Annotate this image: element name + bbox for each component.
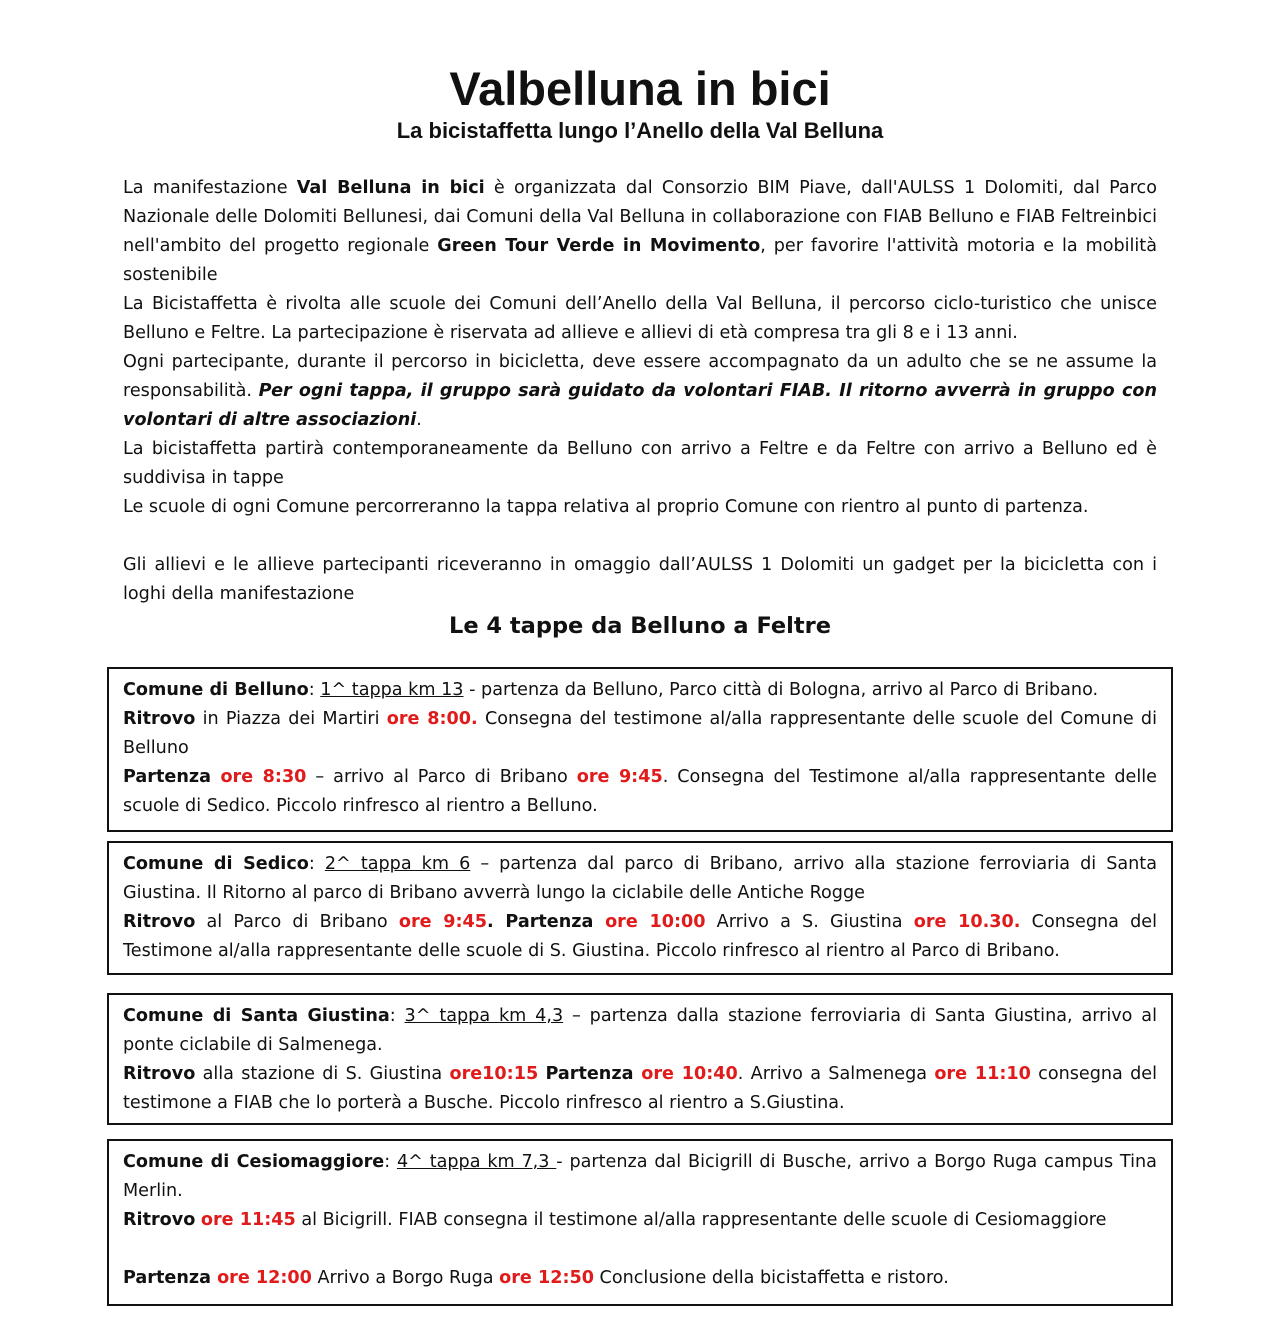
text: al Parco di Bribano xyxy=(195,912,399,932)
text: : xyxy=(308,680,321,700)
text: Arrivo a Borgo Ruga xyxy=(311,1268,500,1288)
ritrovo-time: ore10:15 xyxy=(449,1064,539,1084)
arrivo-time: ore 11:10 xyxy=(934,1064,1031,1084)
intro-paragraph-6: Gli allievi e le allieve partecipanti riceveranno in omaggio dall’AULSS 1 Dolomiti un gadget per la bicicletta con i loghi della manifestazione xyxy=(123,555,1157,604)
partenza-label: Partenza xyxy=(123,1268,211,1288)
text: - partenza dal Bicigrill di Busche, arrivo a Borgo Ruga campus Tina Merlin. xyxy=(123,1152,1157,1201)
text: Consegna del testimone al/alla rappresentante delle scuole del Comune di Belluno xyxy=(123,709,1157,758)
stage-departure xyxy=(123,1264,1157,1293)
stage-departure xyxy=(123,763,1157,821)
comune-name: Comune di Belluno xyxy=(123,680,309,700)
stage-description xyxy=(123,676,1157,705)
ritrovo-label: Ritrovo xyxy=(123,709,196,729)
comune-name: Comune di Cesiomaggiore xyxy=(123,1152,385,1172)
text: al Bicigrill. FIAB consegna il testimone al/alla rappresentante delle scuole di Cesiomaggiore xyxy=(295,1210,1107,1230)
arrivo-time: ore 9:45 xyxy=(576,767,663,787)
ritrovo-label: Ritrovo xyxy=(123,1210,196,1230)
ritrovo-label: Ritrovo xyxy=(123,1064,196,1084)
guided-note: Per ogni tappa, il gruppo sarà guidato da volontari FIAB. Il ritorno avverrà in gruppo con volontari di altre associazioni xyxy=(123,381,1157,430)
stage-schedule xyxy=(123,705,1157,763)
text: Ogni partecipante, durante il percorso in bicicletta, deve essere accompagnato da un adulto che se ne assume la responsabilità. xyxy=(123,352,1157,401)
partenza-time: ore 8:30 xyxy=(210,767,307,787)
text: – arrivo al Parco di Bribano xyxy=(306,767,577,787)
stage-box-santa-giustina xyxy=(107,993,1173,1125)
tappa-label: 1^ tappa km 13 xyxy=(320,680,464,700)
stage-box-sedico xyxy=(107,841,1173,975)
document-title: Valbelluna in bici xyxy=(449,62,831,115)
text: : xyxy=(308,854,325,874)
text: – partenza dal parco di Bribano, arrivo alla stazione ferroviaria di Santa Giustina. Il Ritorno al parco di Bribano avverrà lungo la ciclabile delle Antiche Rogge xyxy=(123,854,1157,903)
text: Arrivo a S. Giustina xyxy=(705,912,914,932)
ritrovo-time: ore 9:45 xyxy=(398,912,488,932)
partenza-time: ore 10:00 xyxy=(593,912,706,932)
event-name: Val Belluna in bici xyxy=(296,178,485,198)
partenza-label: Partenza xyxy=(505,912,594,932)
text: consegna del testimone a FIAB che lo porterà a Busche. Piccolo rinfresco al rientro a S.Giustina. xyxy=(123,1064,1158,1113)
project-name: Green Tour Verde in Movimento xyxy=(437,236,761,256)
intro-paragraph-5: Le scuole di ogni Comune percorreranno la tappa relativa al proprio Comune con rientro al punto di partenza. xyxy=(123,497,1089,517)
partenza-time: ore 12:00 xyxy=(210,1268,312,1288)
text: . xyxy=(416,410,422,430)
text: Conclusione della bicistaffetta e ristoro. xyxy=(593,1268,949,1288)
section-title: Le 4 tappe da Belluno a Feltre xyxy=(448,613,831,639)
intro-paragraph-1 xyxy=(123,174,1157,290)
ritrovo-label: Ritrovo xyxy=(123,912,196,932)
comune-name: Comune di Santa Giustina xyxy=(123,1006,390,1026)
stage-box-cesiomaggiore xyxy=(107,1139,1173,1306)
text: - partenza da Belluno, Parco città di Bologna, arrivo al Parco di Bribano. xyxy=(463,680,1099,700)
ritrovo-time: ore 8:00. xyxy=(386,709,478,729)
stage-description xyxy=(123,850,1157,908)
arrivo-time: ore 10.30. xyxy=(913,912,1021,932)
tappa-label: 4^ tappa km 7,3 xyxy=(396,1152,557,1172)
text: – partenza dalla stazione ferroviaria di Santa Giustina, arrivo al ponte ciclabile di Salmenega. xyxy=(123,1006,1157,1055)
text: : xyxy=(384,1152,397,1172)
text: . Consegna del Testimone al/alla rappresentante delle scuole di Sedico. Piccolo rinfresco al rientro a Belluno. xyxy=(123,767,1157,816)
intro-paragraph-4: La bicistaffetta partirà contemporaneamente da Belluno con arrivo a Feltre e da Feltre con arrivo a Belluno ed è suddivisa in tappe xyxy=(123,439,1157,488)
stage-schedule xyxy=(123,908,1157,966)
partenza-label: Partenza xyxy=(545,1064,634,1084)
text: , per favorire l'attività motoria e la mobilità sostenibile xyxy=(123,236,1157,285)
text: . xyxy=(487,912,506,932)
document-subtitle: La bicistaffetta lungo l’Anello della Val Belluna xyxy=(396,118,884,143)
arrivo-time: ore 12:50 xyxy=(499,1268,594,1288)
comune-name: Comune di Sedico xyxy=(123,854,309,874)
text: in Piazza dei Martiri xyxy=(195,709,387,729)
stage-box-belluno xyxy=(107,667,1173,832)
tappa-label: 2^ tappa km 6 xyxy=(324,854,471,874)
intro-paragraph-3 xyxy=(123,348,1157,435)
text: La manifestazione xyxy=(123,178,297,198)
tappa-label: 3^ tappa km 4,3 xyxy=(404,1006,564,1026)
text: : xyxy=(389,1006,405,1026)
text: . Arrivo a Salmenega xyxy=(737,1064,935,1084)
stage-schedule xyxy=(123,1206,1157,1235)
stage-schedule xyxy=(123,1060,1157,1118)
intro-paragraph-2: La Bicistaffetta è rivolta alle scuole dei Comuni dell’Anello della Val Belluna, il percorso ciclo-turistico che unisce Belluno e Feltre. La partecipazione è riservata ad allieve e allievi di età compresa tra gli 8 e i 13 anni. xyxy=(123,294,1157,343)
text: alla stazione di S. Giustina xyxy=(195,1064,450,1084)
text: è organizzata dal Consorzio BIM Piave, dall'AULSS 1 Dolomiti, dal Parco Nazionale delle Dolomiti Bellunesi, dai Comuni della Val Belluna in collaborazione con FIAB Belluno e FIAB Feltreinbici nell'ambito del progetto regionale xyxy=(123,178,1157,256)
text: Consegna del Testimone al/alla rappresentante delle scuole di S. Giustina. Piccolo rinfresco al rientro al Parco di Bribano. xyxy=(123,912,1158,961)
partenza-label: Partenza xyxy=(123,767,211,787)
stage-description xyxy=(123,1148,1157,1206)
stage-description xyxy=(123,1002,1157,1060)
partenza-time: ore 10:40 xyxy=(633,1064,738,1084)
ritrovo-time: ore 11:45 xyxy=(200,1210,296,1230)
